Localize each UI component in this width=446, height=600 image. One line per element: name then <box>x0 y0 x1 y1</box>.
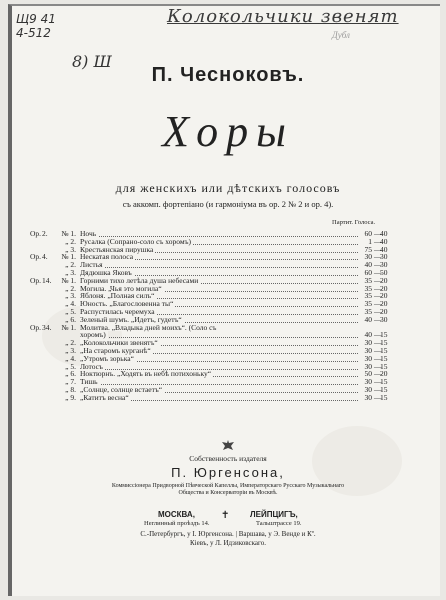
stamp-note: Дубл <box>332 30 350 40</box>
parts-price: 30 <box>380 252 388 262</box>
opus-number: 2. <box>42 229 48 238</box>
work-title: Ночь <box>80 229 97 238</box>
work-number: „ 6. <box>65 369 76 379</box>
work-title: „Утромъ зорька“ <box>80 353 134 363</box>
opus-label: Ор. <box>30 229 42 238</box>
address-moscow: Неглинный проѣздъ 14. <box>144 520 210 527</box>
price-separator: — <box>374 353 382 363</box>
work-number: „ 2. <box>65 283 76 293</box>
score-price: 60 <box>364 229 372 238</box>
score-price: 50 <box>364 369 372 379</box>
work-title: Лотосъ <box>80 361 103 371</box>
branches: С.-Петербургъ, у І. Юргенсона. | Варшава, у Э. Венде и Кº. Кіевъ, у Л. Идзиковскаго. <box>140 530 316 547</box>
work-number: № 1. <box>61 252 76 262</box>
score-price: 30 <box>364 345 372 355</box>
opus-number: 14. <box>42 275 52 285</box>
work-title: Могила. „Чья это могила“ <box>80 283 162 293</box>
work-number: „ 5. <box>65 361 76 371</box>
work-title: Распустилась черемуха <box>80 306 155 316</box>
price-separator: — <box>374 283 382 293</box>
parts-price: 15 <box>380 392 388 402</box>
work-title: Зеленый шумъ. „Идетъ, гудетъ“ <box>80 314 182 324</box>
score-price: 40 <box>364 260 372 270</box>
work-title: Молитва. „Владыка дней моихъ“. (Соло съ <box>80 322 217 332</box>
parts-price: 30 <box>380 260 388 270</box>
price-separator: — <box>374 384 382 394</box>
price-separator: — <box>374 291 382 301</box>
work-number: „ 9. <box>65 392 76 402</box>
score-price: 35 <box>364 291 372 301</box>
work-title: „Катитъ весна“ <box>80 392 129 402</box>
score-price: 35 <box>364 283 372 293</box>
work-title: Нескатая полоса <box>80 252 134 262</box>
parts-price: 20 <box>380 369 388 379</box>
cross-icon: ✝ <box>221 510 230 521</box>
work-number: „ 4. <box>65 353 76 363</box>
parts-price: 15 <box>380 338 388 348</box>
work-title: Ноктюрнъ. „Ходять въ небѣ потихоньку“ <box>80 369 212 379</box>
opus-label: Ор. <box>30 252 42 262</box>
score-price: 30 <box>364 252 372 262</box>
work-title: Листья <box>80 260 103 270</box>
work-number: „ 3. <box>65 291 76 301</box>
price-separator: — <box>374 369 382 379</box>
work-number: „ 2. <box>65 236 76 246</box>
work-number: „ 8. <box>65 384 76 394</box>
handwritten-title: Колокольчики звенят <box>167 6 399 27</box>
parts-price: 20 <box>380 283 388 293</box>
price-separator: — <box>374 338 382 348</box>
publisher-description: Коммиссіонера Придворной Пѣвческой Капеллы, Императорскаго Русскаго Музыкальнаго Общества и Консерваторіи въ Москвѣ. <box>111 483 345 496</box>
catalog-handwriting: Щ9 41 4-512 <box>16 12 56 40</box>
work-number: № 1. <box>61 275 76 285</box>
price-separator: — <box>374 229 382 238</box>
work-title: Крестьянская пирушка <box>80 244 154 254</box>
price-separator: — <box>374 267 382 277</box>
price-separator: — <box>374 330 382 340</box>
work-title: „На старомъ курганѣ“ <box>80 345 151 355</box>
score-price: 30 <box>364 392 372 402</box>
work-number: № 1. <box>61 322 76 332</box>
price-separator: — <box>374 275 382 285</box>
parts-price: 40 <box>380 229 388 238</box>
parts-price: 20 <box>380 299 388 309</box>
score-price: 35 <box>364 275 372 285</box>
parts-price: 15 <box>380 361 388 371</box>
work-title: „Колокольчики звенятъ“ <box>80 338 158 348</box>
work-title: Юность. „Благословенна ты“ <box>80 299 174 309</box>
accompaniment-note: съ аккомп. фортепіано (и гармоніума въ ор. 2 № 2 и ор. 4). <box>122 199 334 209</box>
opus-label: Ор. <box>30 275 42 285</box>
opus-label: Ор. <box>30 322 42 332</box>
parts-price: 20 <box>380 275 388 285</box>
work-number: „ 3. <box>65 244 76 254</box>
parts-price: 15 <box>380 353 388 363</box>
parts-price: 40 <box>380 236 388 246</box>
parts-price: 30 <box>380 314 388 324</box>
price-separator: — <box>374 345 382 355</box>
composer-name: П. Чесноковъ. <box>151 64 305 86</box>
address-leipzig: Тальштрассе 19. <box>256 520 302 527</box>
works-list <box>30 230 440 402</box>
subtitle: для женскихъ или дѣтскихъ голосовъ <box>115 181 341 195</box>
score-price: 30 <box>364 377 372 387</box>
price-separator: — <box>374 252 382 262</box>
page-title: Хоры <box>162 107 294 156</box>
eagle-emblem-icon <box>220 439 236 453</box>
score-price: 35 <box>364 306 372 316</box>
work-number: „ 4. <box>65 299 76 309</box>
price-separator: — <box>374 244 382 254</box>
work-title: Тишь <box>80 377 98 387</box>
score-price: 40 <box>364 314 372 324</box>
work-number: „ 3. <box>65 267 76 277</box>
work-title: „Солнце, солнце встаетъ“ <box>80 384 163 394</box>
price-separator: — <box>374 306 382 316</box>
title-page <box>8 4 440 596</box>
score-price: 1 <box>368 236 372 246</box>
score-price: 30 <box>364 338 372 348</box>
parts-price: 15 <box>380 384 388 394</box>
work-title: хоромъ) <box>80 330 106 340</box>
price-separator: — <box>374 314 382 324</box>
price-separator: — <box>374 260 382 270</box>
parts-price: 15 <box>380 330 388 340</box>
publisher-name: П. Юргенсона, <box>171 465 285 480</box>
work-title: Горними тихо летѣла душа небесами <box>80 275 199 285</box>
work-row <box>30 394 440 402</box>
work-number: „ 3. <box>65 345 76 355</box>
parts-price: 40 <box>380 244 388 254</box>
price-separator: — <box>374 361 382 371</box>
parts-price: 20 <box>380 291 388 301</box>
work-number: „ 6. <box>65 314 76 324</box>
parts-price: 15 <box>380 377 388 387</box>
city-leipzig: ЛЕЙПЦИГЪ, <box>250 510 298 519</box>
opus-number: 4. <box>42 252 48 262</box>
ownership-line: Собственность издателя <box>189 454 267 463</box>
work-number: „ 2. <box>65 260 76 270</box>
score-price: 30 <box>364 384 372 394</box>
handwritten-mark: 8) Ш <box>72 52 112 71</box>
opus-number: 34. <box>42 322 52 332</box>
price-separator: — <box>374 392 382 402</box>
score-price: 30 <box>364 353 372 363</box>
work-title: Дядюшка Яковъ <box>80 267 132 277</box>
dot-leader <box>80 230 358 237</box>
work-title: Русалка (Сопрано-соло съ хоромъ) <box>80 236 191 246</box>
score-price: 60 <box>364 267 372 277</box>
work-title: Яблоня. „Полная силъ“ <box>80 291 155 301</box>
price-separator: — <box>374 377 382 387</box>
score-price: 35 <box>364 299 372 309</box>
price-separator: — <box>374 236 382 246</box>
parts-price: 20 <box>380 306 388 316</box>
price-separator: — <box>374 299 382 309</box>
work-number: № 1. <box>61 229 76 238</box>
price-column-header: Партит. Голоса. <box>332 219 376 226</box>
parts-price: 50 <box>380 267 388 277</box>
score-price: 75 <box>364 244 372 254</box>
score-price: 30 <box>364 361 372 371</box>
work-number: „ 7. <box>65 377 76 387</box>
work-number: „ 5. <box>65 306 76 316</box>
parts-price: 15 <box>380 345 388 355</box>
city-moscow: МОСКВА, <box>158 510 195 519</box>
score-price: 40 <box>364 330 372 340</box>
work-number: „ 2. <box>65 338 76 348</box>
